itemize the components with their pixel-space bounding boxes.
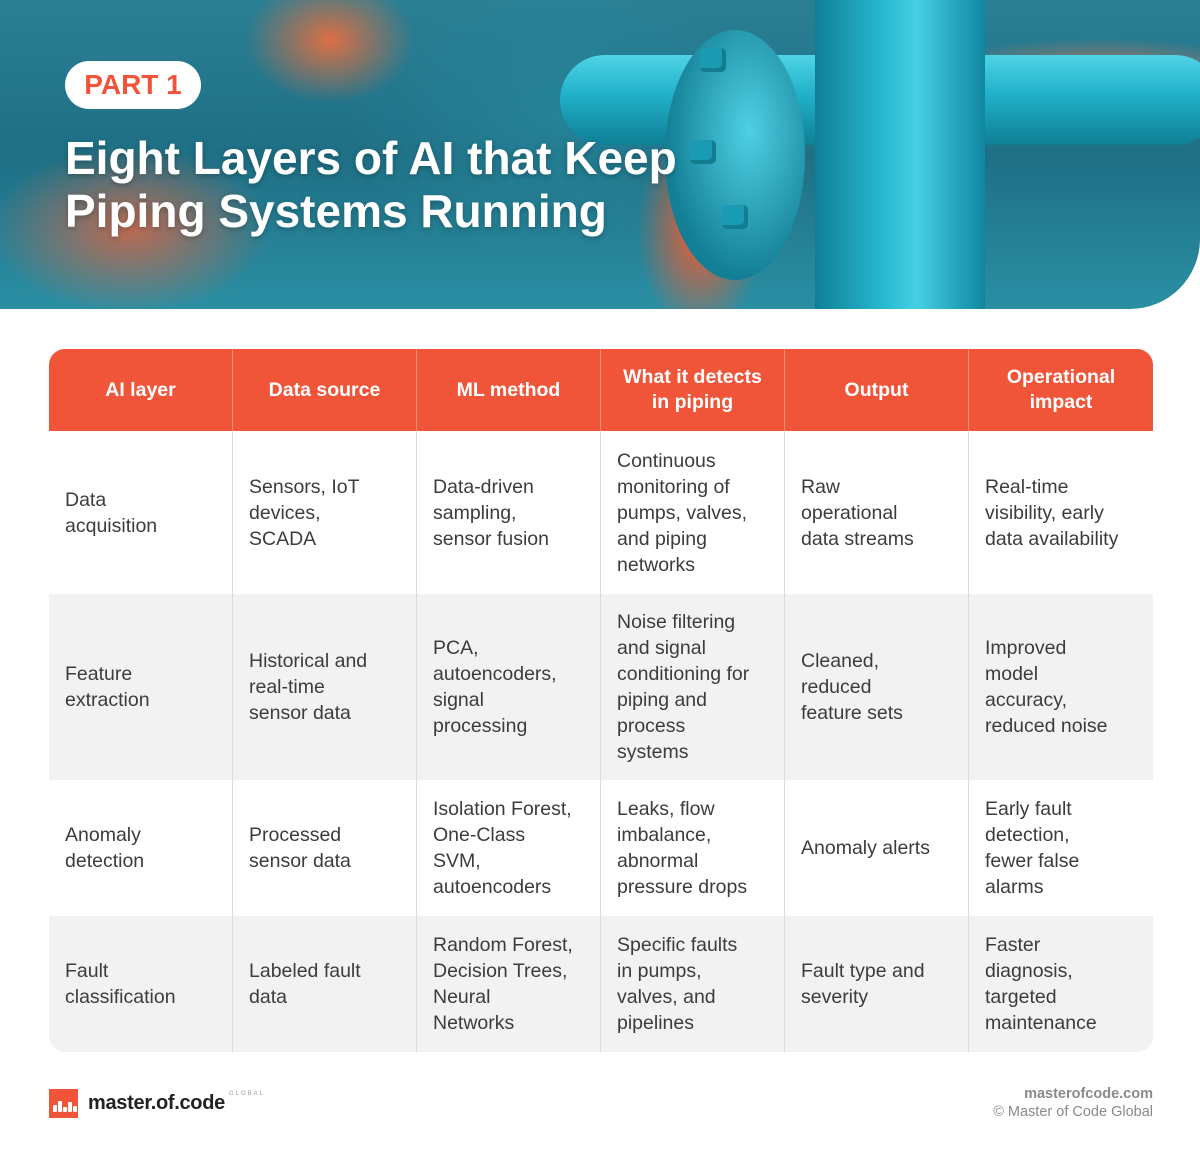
cell-text: Faster bbox=[985, 934, 1041, 956]
header-cell-text: ML method bbox=[456, 378, 561, 401]
ai-layers-table bbox=[49, 349, 1153, 1052]
cell-text: operational bbox=[801, 501, 898, 524]
cell-text: targeted bbox=[985, 986, 1057, 1008]
cell-text: pressure drops bbox=[617, 876, 748, 898]
table-header-row bbox=[49, 349, 1153, 431]
cell-text: data streams bbox=[801, 527, 914, 550]
cell-text: conditioning for bbox=[617, 663, 750, 685]
brand-logo bbox=[49, 1089, 265, 1118]
cell-text: maintenance bbox=[985, 1012, 1097, 1034]
page-title bbox=[65, 132, 785, 238]
cell-text: extraction bbox=[65, 689, 150, 711]
table-cell bbox=[233, 594, 417, 780]
footer-credits bbox=[993, 1085, 1153, 1121]
cell-text: Improved bbox=[985, 637, 1067, 659]
table-row bbox=[49, 594, 1153, 780]
table-cell bbox=[49, 431, 233, 594]
cell-text: Anomaly bbox=[65, 824, 141, 846]
table-cell bbox=[417, 594, 601, 780]
cell-text: classification bbox=[65, 986, 176, 1008]
page-title-line-1: Eight Layers of AI that Keep bbox=[65, 132, 677, 184]
master-of-code-logo-icon bbox=[49, 1089, 78, 1118]
page-title-line-2: Piping Systems Running bbox=[65, 185, 607, 237]
cell-text: detection, bbox=[985, 824, 1070, 846]
table-cell bbox=[969, 594, 1153, 780]
hero-pipe-vertical bbox=[815, 0, 985, 309]
cell-text: severity bbox=[801, 986, 869, 1008]
table-header-cell bbox=[785, 349, 969, 431]
cell-text: abnormal bbox=[617, 850, 699, 872]
table-cell bbox=[49, 594, 233, 780]
cell-text: fewer false bbox=[985, 850, 1080, 872]
cell-text: Neural bbox=[433, 986, 491, 1008]
table-row bbox=[49, 916, 1153, 1052]
table-cell bbox=[417, 431, 601, 594]
cell-text: process bbox=[617, 715, 686, 737]
table-cell bbox=[601, 916, 785, 1052]
cell-text: Specific faults bbox=[617, 934, 738, 956]
cell-text: diagnosis, bbox=[985, 960, 1073, 982]
cell-text: feature sets bbox=[801, 702, 903, 724]
table-cell bbox=[417, 780, 601, 916]
cell-text: accuracy, bbox=[985, 689, 1067, 711]
table-cell bbox=[969, 916, 1153, 1052]
cell-text: alarms bbox=[985, 876, 1044, 898]
cell-text: Networks bbox=[433, 1012, 515, 1034]
table-cell bbox=[785, 431, 969, 594]
table-row bbox=[49, 780, 1153, 916]
table-cell bbox=[233, 431, 417, 594]
header-cell-text: impact bbox=[1029, 391, 1093, 413]
table-header-cell bbox=[601, 349, 785, 431]
cell-text: PCA, bbox=[433, 637, 479, 659]
cell-text: Feature bbox=[65, 663, 133, 685]
table-header-cell bbox=[233, 349, 417, 431]
footer-copyright: © Master of Code Global bbox=[993, 1104, 1153, 1120]
cell-text: Decision Trees, bbox=[433, 960, 568, 982]
cell-text: autoencoders, bbox=[433, 663, 557, 685]
cell-text: and signal bbox=[617, 637, 706, 659]
cell-text: Real-time bbox=[985, 475, 1069, 498]
cell-text: Processed bbox=[249, 824, 342, 846]
cell-text: Historical and bbox=[249, 650, 368, 672]
cell-text: Labeled fault bbox=[249, 960, 361, 982]
cell-text: Sensors, IoT bbox=[249, 475, 360, 498]
cell-text: sampling, bbox=[433, 501, 517, 524]
cell-text: Random Forest, bbox=[433, 934, 573, 956]
cell-text: visibility, early bbox=[985, 501, 1104, 524]
hero-banner bbox=[0, 0, 1200, 309]
cell-text: in pumps, bbox=[617, 960, 702, 982]
cell-text: signal bbox=[433, 689, 484, 711]
cell-text: monitoring of bbox=[617, 475, 730, 498]
table-row bbox=[49, 431, 1153, 594]
table-cell bbox=[233, 780, 417, 916]
part-badge: PART 1 bbox=[65, 61, 201, 109]
cell-text: One-Class bbox=[433, 824, 526, 846]
header-cell-text: Data source bbox=[268, 378, 381, 401]
header-cell-text: Output bbox=[844, 378, 909, 401]
table-cell bbox=[785, 916, 969, 1052]
cell-text: acquisition bbox=[65, 514, 158, 537]
cell-text: data bbox=[249, 986, 287, 1008]
cell-text: Early fault bbox=[985, 798, 1072, 820]
cell-text: Fault type and bbox=[801, 960, 925, 982]
cell-text: SVM, bbox=[433, 850, 481, 872]
cell-text: processing bbox=[433, 715, 528, 737]
cell-text: reduced noise bbox=[985, 715, 1108, 737]
cell-text: Fault bbox=[65, 960, 109, 982]
cell-text: Continuous bbox=[617, 449, 716, 472]
cell-text: devices, bbox=[249, 501, 321, 524]
cell-text: reduced bbox=[801, 676, 872, 698]
cell-text: Leaks, flow bbox=[617, 798, 715, 820]
cell-text: Isolation Forest, bbox=[433, 798, 572, 820]
cell-text: piping and bbox=[617, 689, 707, 711]
cell-text: Raw bbox=[801, 475, 841, 498]
cell-text: valves, and bbox=[617, 986, 716, 1008]
cell-text: model bbox=[985, 663, 1039, 685]
header-cell-text: Operational bbox=[1006, 366, 1116, 388]
table-cell bbox=[601, 780, 785, 916]
cell-text: Cleaned, bbox=[801, 650, 880, 672]
cell-text: imbalance, bbox=[617, 824, 712, 846]
logo-text: master.of.code bbox=[88, 1092, 225, 1114]
cell-text: SCADA bbox=[249, 527, 317, 550]
table-cell bbox=[417, 916, 601, 1052]
cell-text: sensor data bbox=[249, 850, 351, 872]
table-cell bbox=[49, 916, 233, 1052]
cell-text: autoencoders bbox=[433, 876, 552, 898]
cell-text: pumps, valves, bbox=[617, 501, 748, 524]
cell-text: detection bbox=[65, 850, 145, 872]
cell-text: Anomaly alerts bbox=[801, 837, 930, 859]
table-header-cell bbox=[417, 349, 601, 431]
header-cell-text: AI layer bbox=[105, 378, 176, 401]
cell-text: systems bbox=[617, 741, 689, 763]
footer-site-link[interactable]: masterofcode.com bbox=[1024, 1086, 1153, 1102]
table-header-cell bbox=[969, 349, 1153, 431]
table-cell bbox=[969, 431, 1153, 594]
cell-text: Data bbox=[65, 488, 107, 511]
cell-text: Data-driven bbox=[433, 475, 534, 498]
table-cell bbox=[969, 780, 1153, 916]
cell-text: networks bbox=[617, 553, 696, 576]
flange-bolt-icon bbox=[700, 48, 726, 72]
cell-text: Noise filtering bbox=[617, 611, 736, 633]
cell-text: and piping bbox=[617, 527, 707, 550]
table-cell bbox=[785, 780, 969, 916]
table-cell bbox=[49, 780, 233, 916]
table-cell bbox=[601, 431, 785, 594]
cell-text: pipelines bbox=[617, 1012, 694, 1034]
logo-suffix: GLOBAL bbox=[228, 1091, 265, 1097]
header-cell-text: in piping bbox=[651, 391, 734, 413]
table-cell bbox=[233, 916, 417, 1052]
table-cell bbox=[601, 594, 785, 780]
cell-text: real-time bbox=[249, 676, 325, 698]
cell-text: data availability bbox=[985, 527, 1119, 550]
header-cell-text: What it detects bbox=[623, 366, 762, 388]
cell-text: sensor data bbox=[249, 702, 351, 724]
table-cell bbox=[785, 594, 969, 780]
cell-text: sensor fusion bbox=[433, 527, 549, 550]
table-header-cell bbox=[49, 349, 233, 431]
